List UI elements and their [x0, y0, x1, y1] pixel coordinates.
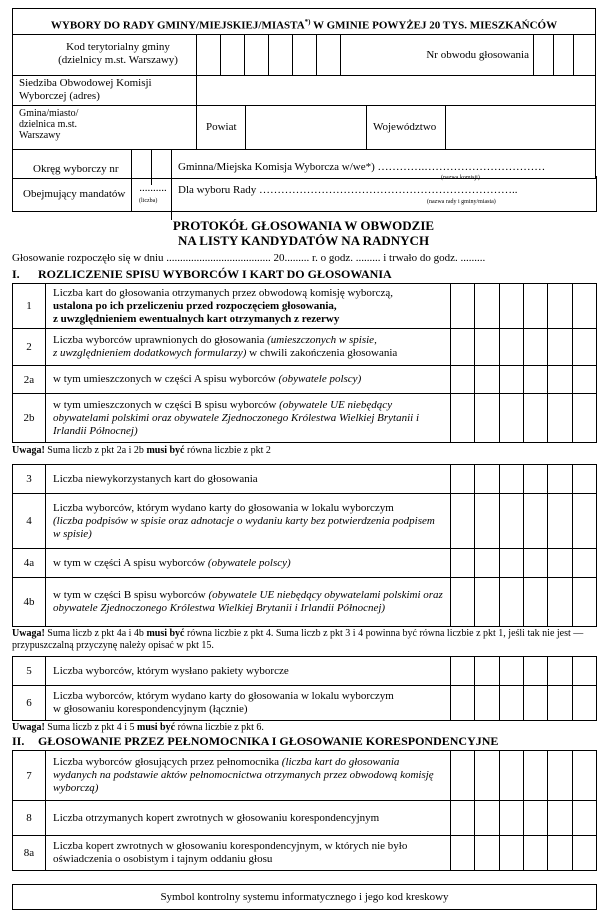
table-row: 8a Liczba kopert zwrotnych w głosowaniu korespondencyjnym, w których nie było oświadczenia o osobistym i tajnym oddaniu głosu: [12, 835, 597, 871]
number-boxes[interactable]: [450, 329, 596, 365]
kod-label: Kod terytorialny gminy (dzielnicy m.st. Warszawy): [58, 41, 178, 66]
nr-obwodu-label: Nr obwodu głosowania: [426, 49, 529, 61]
note-3: Uwaga! Suma liczb z pkt 4 i 5 musi być równa liczbie z pkt 6.: [12, 722, 264, 733]
liczba-caption: (liczba): [139, 198, 158, 204]
rada-label: Dla wyboru Rady ……………………………………………………………..: [178, 184, 518, 196]
number-boxes[interactable]: [450, 366, 596, 393]
number-boxes[interactable]: [450, 494, 596, 548]
number-boxes[interactable]: [450, 578, 596, 626]
number-boxes[interactable]: [450, 465, 596, 493]
number-boxes[interactable]: [450, 657, 596, 685]
header-box: [12, 8, 596, 179]
number-boxes[interactable]: [450, 549, 596, 577]
mandaty-dots: ..........: [139, 182, 167, 194]
barcode-box: [12, 884, 597, 910]
table-row: 2 Liczba wyborców uprawnionych do głosowania (umieszczonych w spisie, z uwzględnieniem dodatkowych formularzy) w chwili zakończenia głosowania: [12, 328, 597, 366]
table-row: 2a w tym umieszczonych w części A spisu wyborców (obywatele polscy): [12, 365, 597, 394]
barcode-label: Symbol kontrolny systemu informatycznego i jego kod kreskowy: [160, 891, 449, 903]
table-row: 5 Liczba wyborców, którym wysłano pakiety wyborcze: [12, 656, 597, 686]
siedziba-label: Siedziba Obwodowej Komisji Wyborczej (adres): [19, 77, 152, 102]
protocol-title-line1: PROTOKÓŁ GŁOSOWANIA W OBWODZIE: [172, 218, 435, 233]
table-row: 8 Liczba otrzymanych kopert zwrotnych w głosowaniu korespondencyjnym: [12, 800, 597, 836]
number-boxes[interactable]: [450, 686, 596, 720]
wojewodztwo-label: Województwo: [373, 121, 437, 133]
rada-caption: (nazwa rady i gminy/miasta): [427, 199, 496, 205]
table-row: 1 Liczba kart do głosowania otrzymanych przez obwodową komisję wyborczą, ustalona po ich przeliczeniu przed rozpoczęciem głosowania, z uwzględnieniem ewentualnych kart otrzymanych z rezerwy: [12, 283, 597, 329]
gmina-label: Gmina/miasto/ dzielnica m.st. Warszawy: [19, 108, 79, 141]
nazwa-komisji-caption: (nazwa komisji): [441, 175, 480, 181]
section-1-heading: I. ROZLICZENIE SPISU WYBORCÓW I KART DO GŁOSOWANIA: [12, 267, 392, 281]
table-row: 7 Liczba wyborców głosujących przez pełnomocnika (liczba kart do głosowania wydanych na podstawie aktów pełnomocnictwa otrzymanych przez obwodową komisję wyborczą): [12, 750, 597, 801]
protocol-title-line2: NA LISTY KANDYDATÓW NA RADNYCH: [177, 233, 430, 248]
mandaty-label: Obejmujący mandatów: [23, 188, 126, 200]
table-row: 3 Liczba niewykorzystanych kart do głosowania: [12, 464, 597, 494]
number-boxes[interactable]: [450, 836, 596, 870]
powiat-label: Powiat: [206, 121, 237, 133]
table-row: 2b w tym umieszczonych w części B spisu wyborców (obywatele UE niebędący obywatelami polskimi oraz obywatele Zjednoczonego Królestwa Wielkiej Brytanii i Irlandii Północnej): [12, 393, 597, 443]
mandaty-row: [12, 176, 597, 212]
table-row: 4a w tym w części A spisu wyborców (obywatele polscy): [12, 548, 597, 578]
number-boxes[interactable]: [450, 801, 596, 835]
table-row: 6 Liczba wyborców, którym wydano karty do głosowania w lokalu wyborczym w głosowaniu korespondencyjnym (łącznie): [12, 685, 597, 721]
okreg-label: Okręg wyborczy nr: [33, 163, 119, 175]
header-title: WYBORY DO RADY GMINY/MIEJSKIEJ/MIASTA*) W GMINIE POWYŻEJ 20 TYS. MIESZKAŃCÓW: [13, 9, 595, 35]
table-row: 4 Liczba wyborców, którym wydano karty do głosowania w lokalu wyborczym (liczba podpisów w spisie oraz adnotacje o wydaniu karty bez potwierdzenia podpisem w spisie): [12, 493, 597, 549]
note-2: Uwaga! Suma liczb z pkt 4a i 4b musi być równa liczbie z pkt 4. Suma liczb z pkt 3 i 4 powinna być równa liczbie z pkt 1, jeśli tak nie jest — przypuszczalną przyczynę należy opisać w pkt 15.: [12, 628, 584, 651]
start-line: Głosowanie rozpoczęło się w dniu ...................................... 20......... r. o godz. ......... i trwało do godz. .........: [12, 252, 486, 264]
note-1: Uwaga! Suma liczb z pkt 2a i 2b musi być równa liczbie z pkt 2: [12, 445, 271, 456]
number-boxes[interactable]: [450, 751, 596, 800]
komisja-label: Gminna/Miejska Komisja Wyborcza w/we*) ………….……………………………: [178, 161, 546, 173]
number-boxes[interactable]: [450, 284, 596, 328]
table-row: 4b w tym w części B spisu wyborców (obywatele UE niebędący obywatelami polskimi oraz obywatele Zjednoczonego Królestwa Wielkiej Brytanii i Irlandii Północnej): [12, 577, 597, 627]
section-2-heading: II. GŁOSOWANIE PRZEZ PEŁNOMOCNIKA I GŁOSOWANIE KORESPONDENCYJNE: [12, 734, 499, 748]
number-boxes[interactable]: [450, 394, 596, 442]
